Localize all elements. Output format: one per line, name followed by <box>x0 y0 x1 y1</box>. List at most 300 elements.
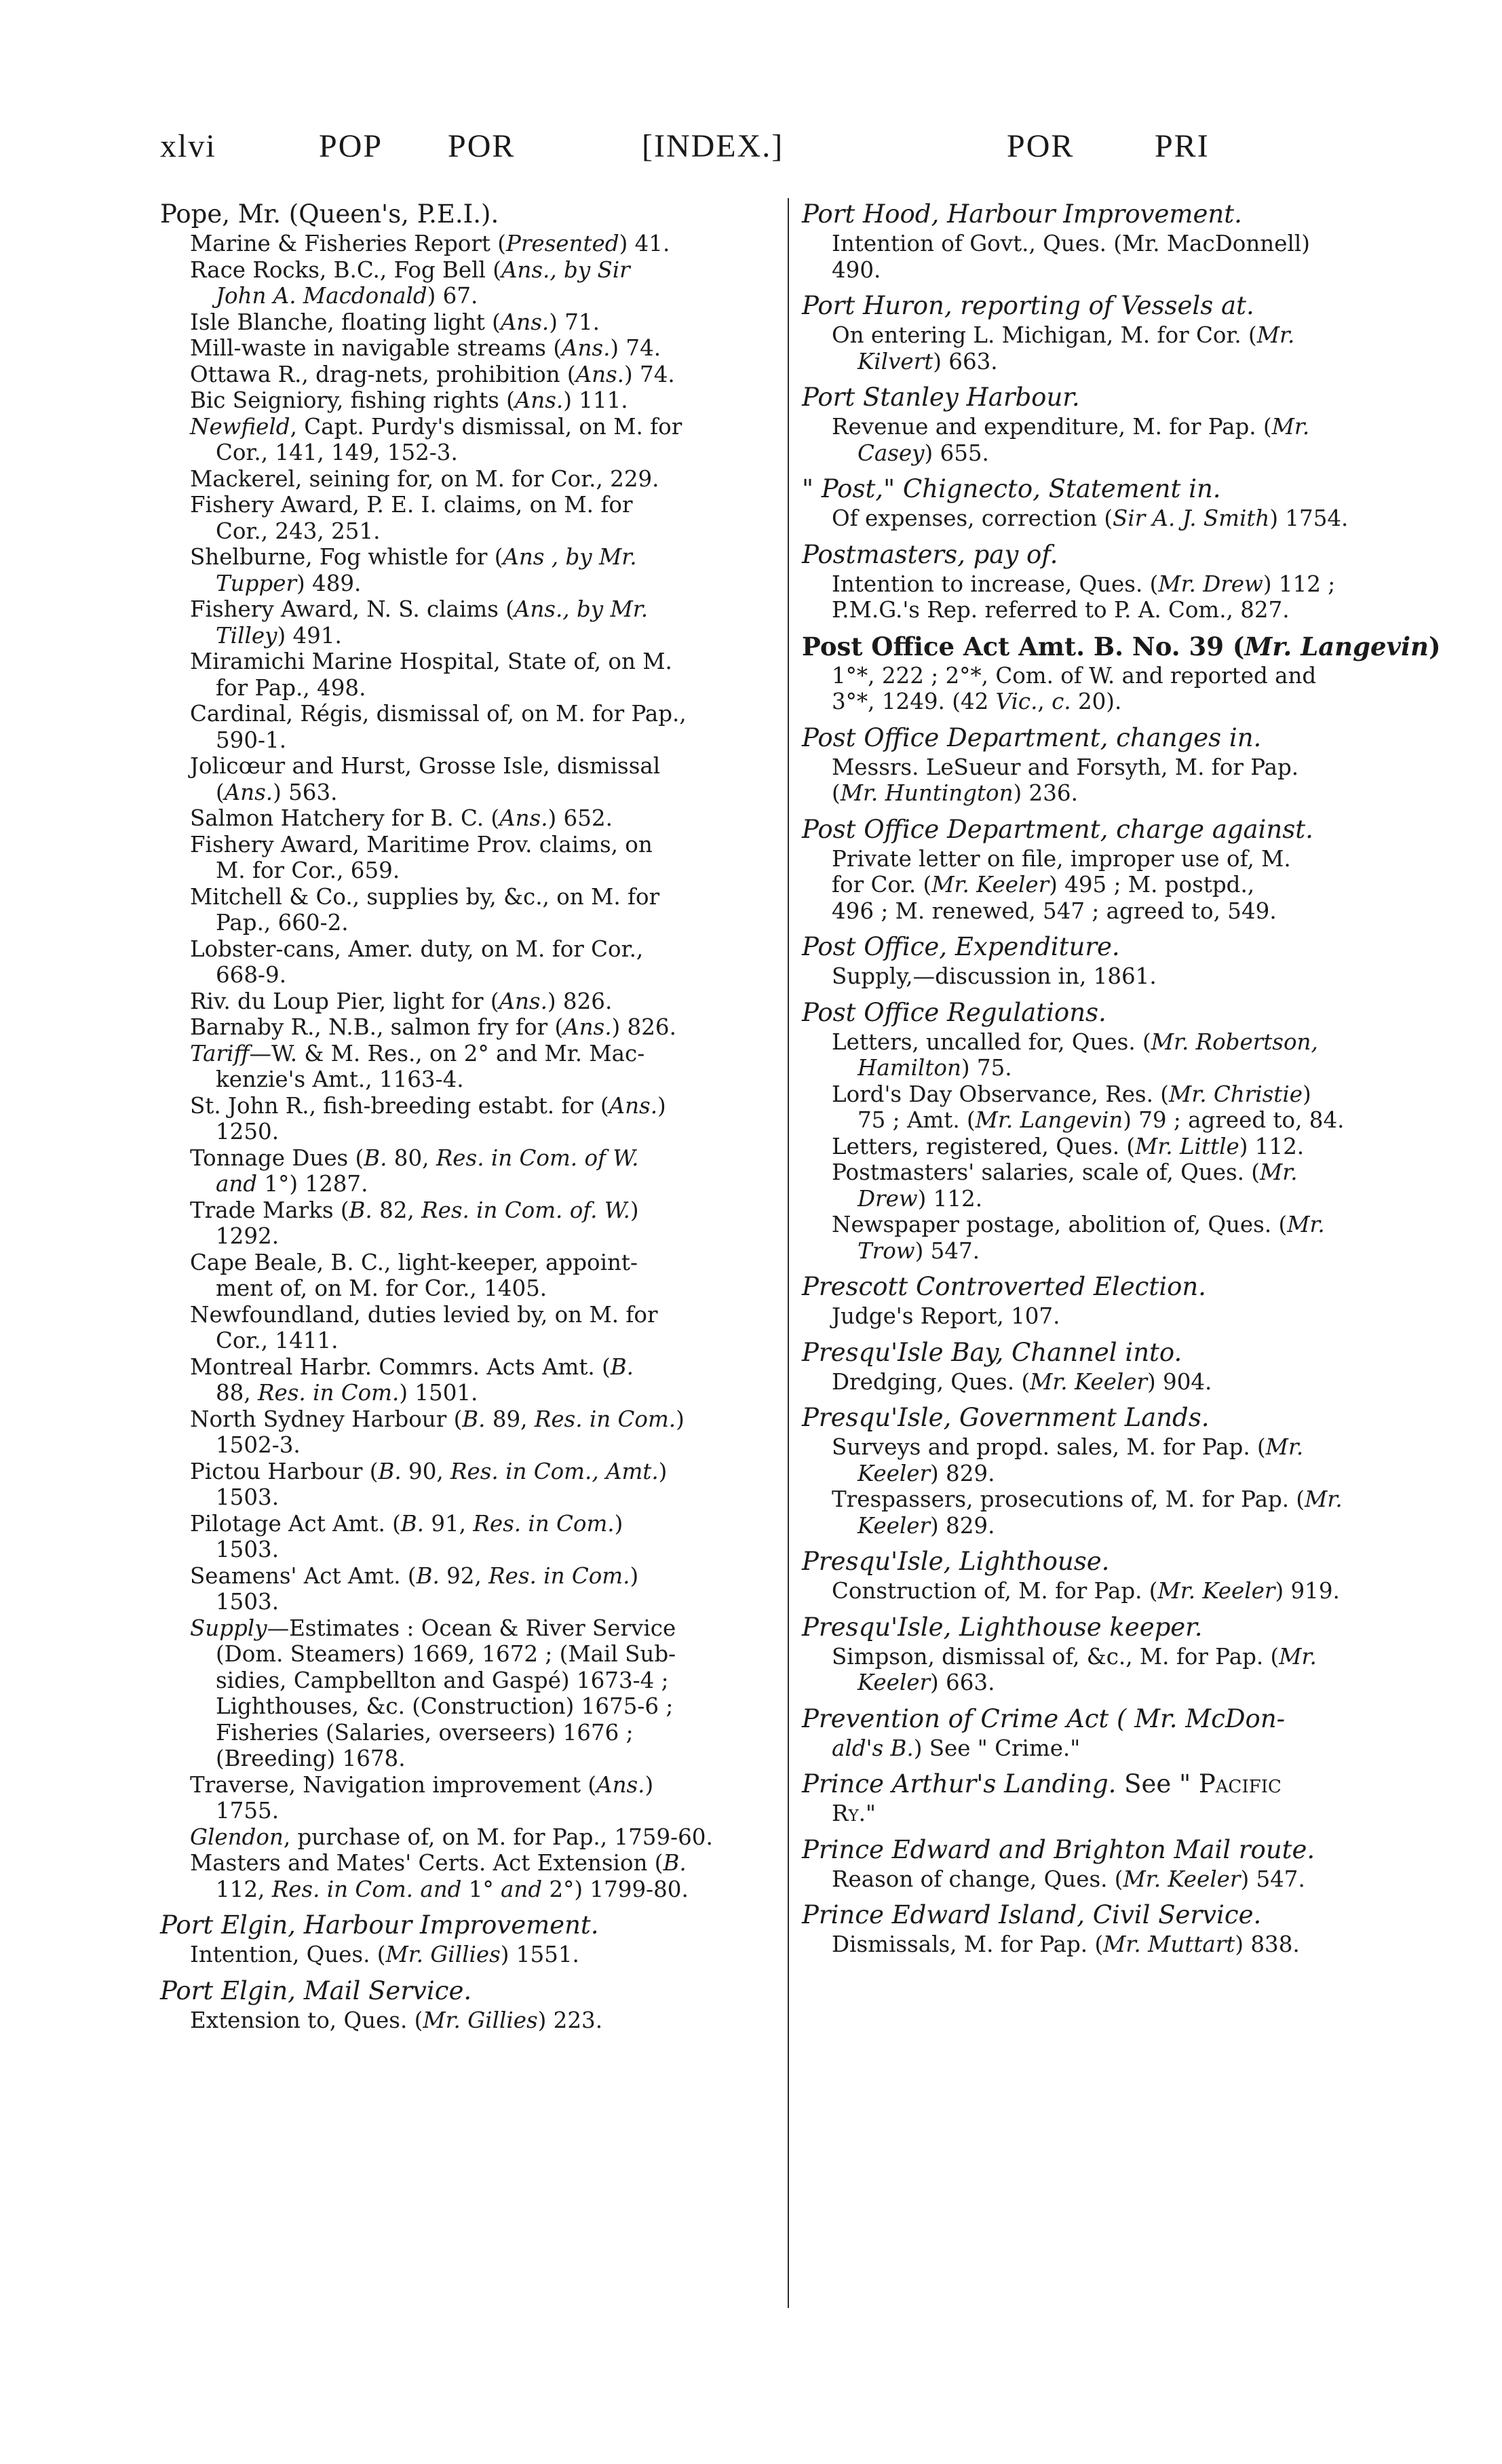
index-entry-line <box>160 1746 777 1772</box>
index-entry-line <box>802 1461 1410 1487</box>
text-run: " <box>866 1801 876 1826</box>
text-run: Isle Blanche, floating light ( <box>190 309 501 335</box>
text-run: 490. <box>832 256 881 283</box>
index-entry-line <box>802 1866 1410 1893</box>
text-run: Pap., 660-2. <box>216 910 349 936</box>
text-run: ) <box>658 1458 668 1484</box>
text-run: 88, <box>216 1380 258 1406</box>
text-run: ment of, on M. for Cor., 1405. <box>216 1275 547 1301</box>
text-run: On entering L. Michigan, M. for Cor. ( <box>832 322 1257 348</box>
text-run: 2°) 1799-80. <box>542 1876 689 1902</box>
header-keyword-4: PRI <box>1155 128 1210 164</box>
index-entry-line <box>802 1081 1410 1108</box>
index-heading <box>802 1611 1410 1644</box>
index-entry-line <box>160 962 777 988</box>
text-run: Post Office Act Amt. B. No. 39 ( <box>802 631 1245 661</box>
text-run: Ans., by Sir <box>501 256 630 283</box>
text-run: Newfield <box>190 413 290 440</box>
text-run: Surveys and propd. sales, M. for Pap. ( <box>832 1434 1266 1460</box>
index-entry-line <box>802 1578 1410 1604</box>
index-entry-line <box>160 1041 777 1067</box>
text-run: 92, <box>439 1562 489 1589</box>
text-run: 1°*, 222 ; 2°*, Com. of W. and reported and <box>832 662 1317 689</box>
text-run: B. <box>416 1562 440 1589</box>
index-heading <box>802 813 1410 846</box>
index-entry-line <box>802 1303 1410 1330</box>
index-entry-line <box>160 1798 777 1824</box>
text-run: Ottawa R., drag-nets, prohibition ( <box>190 361 576 387</box>
text-run: ) 111. <box>563 387 628 413</box>
text-run: Marine & Fisheries Report ( <box>190 231 506 256</box>
text-run: 668-9. <box>216 962 287 988</box>
index-entry-line <box>160 1537 777 1563</box>
index-entry-line <box>160 1824 777 1851</box>
text-run: 1° <box>461 1876 501 1902</box>
index-entry-line <box>802 689 1410 715</box>
text-run: Post Office Regulations. <box>802 997 1106 1027</box>
text-run: , <box>1037 689 1052 714</box>
text-run: Fisheries (Salaries, overseers) 1676 ; <box>216 1719 634 1746</box>
text-run: ) 112 ; <box>1263 571 1336 597</box>
text-run: Private letter on file, improper use of, M. <box>832 845 1291 872</box>
index-entry-line <box>160 1275 777 1302</box>
index-heading <box>802 997 1410 1029</box>
text-run: ) 74. <box>610 335 661 361</box>
text-run: Extension to, Ques. ( <box>190 2007 423 2033</box>
index-entry-line <box>802 663 1410 689</box>
page-header <box>0 128 1502 175</box>
text-run: Post Office, Expenditure. <box>802 932 1120 961</box>
text-run: ) <box>644 1771 654 1798</box>
index-entry-line <box>802 1055 1410 1081</box>
text-run: ) 663. <box>933 348 998 374</box>
text-run: Hamilton <box>858 1055 961 1081</box>
text-run: Mr. Christie <box>1168 1081 1303 1107</box>
text-run: Reason of change, Ques. ( <box>832 1866 1123 1892</box>
text-run: Postmasters' salaries, scale of, Ques. ( <box>832 1159 1260 1185</box>
text-run: Postmasters, pay of. <box>802 539 1058 569</box>
index-entry-line <box>160 1354 777 1381</box>
text-run: Pope, Mr. (Queen's, P.E.I.). <box>160 199 499 229</box>
text-run: Presqu'Isle, Lighthouse. <box>802 1547 1110 1576</box>
text-run: ) 41. <box>619 231 670 256</box>
text-run: Res. in Com. of. W. <box>421 1197 630 1223</box>
index-entry-line <box>802 1670 1410 1696</box>
text-run: Mr. <box>1259 1159 1298 1185</box>
text-run: Mr. Keeler <box>931 872 1050 898</box>
text-run: B. <box>400 1510 424 1537</box>
text-run: ) 71. <box>549 309 600 335</box>
text-run: 1755. <box>216 1798 280 1824</box>
text-run: Newspaper postage, abolition of, Ques. ( <box>832 1212 1288 1237</box>
text-run: Newfoundland, duties levied by, on M. for <box>190 1301 658 1328</box>
text-run: 75 ; Amt. ( <box>858 1107 976 1133</box>
index-entry-line <box>160 1511 777 1537</box>
index-entry-line <box>802 1735 1410 1762</box>
index-entry-line <box>802 1029 1410 1056</box>
index-entry-line <box>802 322 1410 349</box>
text-run: Mr. Gillies <box>385 1942 501 1967</box>
text-run: 1292. <box>216 1223 280 1249</box>
text-run: Mr. <box>1305 1486 1343 1512</box>
text-run: Vic. <box>995 689 1038 714</box>
text-run: Intention to increase, Ques. ( <box>832 571 1159 597</box>
text-run: for Cor. ( <box>832 872 932 898</box>
index-entry-line <box>160 701 777 727</box>
text-run: Mr. Langevin <box>1244 631 1429 661</box>
index-entry-line <box>160 884 777 910</box>
index-entry-line <box>160 1380 777 1406</box>
text-run: Res. in Com., Amt. <box>450 1458 659 1484</box>
text-run: Trade Marks ( <box>190 1197 349 1223</box>
text-run: Letters, registered, Ques. ( <box>832 1133 1136 1159</box>
text-run: Masters and Mates' Certs. Act Extension ( <box>190 1850 663 1876</box>
index-entry-line <box>160 1014 777 1041</box>
text-run: Pilotage Act Amt. ( <box>190 1510 401 1537</box>
text-run: Traverse, Navigation improvement ( <box>190 1771 597 1798</box>
text-run: ) 491. <box>277 622 342 649</box>
index-entry-line <box>802 1238 1410 1265</box>
text-run: c. <box>1052 689 1071 714</box>
index-entry-line <box>160 1693 777 1720</box>
index-heading <box>802 381 1410 414</box>
index-entry-line <box>160 492 777 518</box>
text-run: Prescott Controverted Election. <box>802 1272 1206 1301</box>
index-entry-line <box>160 1223 777 1250</box>
index-entry-line <box>802 257 1410 284</box>
index-entry-line <box>160 1119 777 1145</box>
index-entry-line <box>802 571 1410 598</box>
index-entry-line <box>802 1159 1410 1186</box>
text-run: ) 74. <box>624 361 675 387</box>
text-run: , purchase of, on M. for Pap., 1759-60. <box>283 1824 713 1850</box>
text-run: (Breeding) 1678. <box>216 1746 406 1771</box>
text-run: 112, <box>216 1876 272 1902</box>
header-keyword-1: POP <box>319 128 383 164</box>
text-run: B. <box>610 1353 634 1380</box>
text-run: ) <box>614 1510 623 1537</box>
index-entry-line <box>160 1145 777 1172</box>
text-run: Mr. Huntington <box>840 780 1014 806</box>
text-run: ( <box>216 779 225 805</box>
index-entry-line <box>160 1641 777 1668</box>
index-entry-line <box>160 257 777 284</box>
index-entry-line <box>802 1134 1410 1160</box>
text-run: (Dom. Steamers) 1669, 1672 ; (Mail Sub- <box>216 1641 676 1667</box>
index-entry-line <box>802 1513 1410 1539</box>
text-run: Ans. <box>499 988 547 1014</box>
text-run: and <box>501 1876 543 1902</box>
index-entry-line <box>802 231 1410 257</box>
text-run: Fishery Award, N. S. claims ( <box>190 596 514 622</box>
index-entry-line <box>160 1720 777 1746</box>
index-entry-line <box>160 1942 777 1968</box>
text-run: ) 919. <box>1275 1578 1340 1604</box>
index-entry-line <box>802 597 1410 623</box>
text-run: ) 75. <box>961 1055 1012 1081</box>
text-run: Race Rocks, B.C., Fog Bell ( <box>190 256 501 283</box>
index-entry-line <box>160 466 777 493</box>
header-index-label: [INDEX.] <box>642 128 784 164</box>
index-entry-line <box>160 1302 777 1328</box>
index-entry-line <box>802 1369 1410 1395</box>
text-run: North Sydney Harbour ( <box>190 1406 463 1432</box>
text-run: ) 112. <box>1239 1133 1305 1159</box>
index-entry-line <box>160 571 777 597</box>
text-run: ) 838. <box>1235 1931 1300 1957</box>
text-run: Trow <box>858 1237 915 1264</box>
text-run: ) 223. <box>537 2007 603 2033</box>
text-run: Keeler <box>858 1670 931 1695</box>
text-run: ) 826. <box>611 1014 676 1040</box>
text-run: Letters, uncalled for, Ques. ( <box>832 1028 1151 1055</box>
text-run: Presqu'Isle Bay, Channel into. <box>802 1337 1182 1367</box>
text-run: Intention, Ques. ( <box>190 1942 386 1967</box>
text-run: ) 67. <box>427 283 478 309</box>
text-run: Mitchell & Co., supplies by, &c., on M. for <box>190 883 660 910</box>
index-entry-line <box>160 779 777 806</box>
text-run: Res. in Com. and <box>271 1876 462 1902</box>
text-run: 90, <box>401 1458 451 1484</box>
index-entry-line <box>160 988 777 1015</box>
text-run: Post Office Department, changes in. <box>802 723 1262 752</box>
text-run: Mr. <box>1271 414 1310 440</box>
text-run: Ans. <box>575 361 625 387</box>
text-run: ) 1754. <box>1269 505 1349 531</box>
text-run: 1°) 1287. <box>257 1171 368 1197</box>
text-run: ) 663. <box>930 1670 995 1695</box>
index-entry-line <box>160 1668 777 1694</box>
column-divider <box>788 198 789 2308</box>
text-run: ) <box>1428 631 1441 661</box>
text-run: B. <box>663 1850 687 1876</box>
text-run: Presqu'Isle, Lighthouse keeper. <box>802 1612 1203 1642</box>
index-entry-line <box>802 1212 1410 1238</box>
text-run: Dismissals, M. for Pap. ( <box>832 1931 1104 1957</box>
index-entry-line <box>160 283 777 309</box>
index-heading <box>802 1271 1410 1303</box>
text-run: Presented <box>505 231 619 256</box>
text-run: Drew <box>858 1185 918 1212</box>
text-run: 82, <box>372 1197 422 1223</box>
index-entry-line <box>802 1107 1410 1134</box>
text-run: Mr. Langevin <box>975 1107 1123 1133</box>
text-run: Cor., 1411. <box>216 1328 339 1353</box>
index-entry-line <box>160 440 777 466</box>
text-run: Ans., by Mr. <box>514 596 649 622</box>
index-entry-line <box>160 309 777 336</box>
index-entry-line <box>160 1459 777 1485</box>
text-run: Mr. Drew <box>1158 571 1263 597</box>
text-run: 1503. <box>216 1589 280 1615</box>
text-run: 1502-3. <box>216 1432 301 1458</box>
text-run: Bic Seigniory, fishing rights ( <box>190 387 515 413</box>
index-entry-line <box>802 1186 1410 1212</box>
index-entry-line <box>160 1850 777 1876</box>
text-run: ) 1551. <box>500 1942 579 1967</box>
text-run: Tonnage Dues ( <box>190 1144 364 1171</box>
text-run: Mr. <box>1287 1212 1325 1237</box>
text-run: St. John R., fish-breeding estabt. for ( <box>190 1092 609 1119</box>
index-entry-line <box>802 440 1410 467</box>
index-entry-line <box>160 362 777 388</box>
index-entry-line <box>160 753 777 779</box>
text-run: ) 236. <box>1013 780 1078 806</box>
text-run: Pacific <box>1198 1769 1282 1798</box>
text-run: for Pap., 498. <box>216 674 366 701</box>
text-run: Fishery Award, P. E. I. claims, on M. for <box>190 492 633 518</box>
text-run: Ans. <box>609 1092 658 1119</box>
text-run: B. <box>378 1458 402 1484</box>
text-run: ) <box>676 1406 685 1432</box>
text-run: Mr. Robertson, <box>1151 1028 1318 1055</box>
text-run: Prince Edward and Brighton Mail route. <box>802 1834 1315 1864</box>
text-run: Tupper <box>216 570 296 596</box>
text-run: Ans. <box>596 1771 645 1798</box>
text-run: ) 112. <box>917 1185 983 1212</box>
text-run: Mr. <box>1265 1434 1304 1460</box>
text-run: Miramichi Marine Hospital, State of, on M. <box>190 649 672 674</box>
text-run: 89, <box>485 1406 535 1432</box>
index-entry-line <box>160 1250 777 1276</box>
text-run: Keeler <box>858 1460 931 1486</box>
text-run: ) <box>630 1562 639 1589</box>
index-entry-line <box>160 1197 777 1224</box>
index-entry-line <box>160 1615 777 1642</box>
text-run: Lord's Day Observance, Res. ( <box>832 1081 1169 1107</box>
header-keyword-2: POR <box>448 128 516 164</box>
index-entry-line <box>802 754 1410 781</box>
text-run: Tariff <box>190 1040 250 1066</box>
index-heading <box>160 1909 777 1942</box>
text-run: ) 547. <box>1240 1866 1305 1892</box>
text-run: Prevention of Crime Act ( Mr. McDon- <box>802 1703 1286 1733</box>
index-entry-line <box>802 1434 1410 1461</box>
text-run: ) <box>1302 1081 1311 1107</box>
text-run: Lobster-cans, Amer. duty, on M. for Cor., <box>190 936 644 962</box>
index-entry-line <box>160 544 777 571</box>
text-run: Riv. du Loup Pier, light for ( <box>190 988 499 1014</box>
index-entry-line <box>160 1406 777 1433</box>
text-run: M. for Cor., 659. <box>216 858 400 883</box>
index-entry-line <box>160 1171 777 1197</box>
text-run: Lighthouses, &c. (Construction) 1675-6 ; <box>216 1693 674 1719</box>
text-run: 1503. <box>216 1537 280 1562</box>
text-run: B. <box>364 1144 387 1171</box>
text-run: ) 655. <box>924 440 989 466</box>
text-run: Judge's Report, 107. <box>832 1303 1060 1329</box>
index-entry-line <box>160 414 777 440</box>
text-run: —W. & M. Res., on 2° and Mr. Mac- <box>249 1040 645 1066</box>
text-run: Ans. <box>500 309 550 335</box>
text-run: Cardinal, Régis, dismissal of, on M. for Pap., <box>190 701 687 727</box>
index-heading <box>160 198 777 231</box>
text-run: 3°*, 1249. (42 <box>832 689 996 714</box>
text-run: Ry. <box>832 1801 866 1826</box>
text-run: Res. in Com. of W. <box>436 1144 639 1171</box>
text-run: Keeler <box>858 1512 931 1539</box>
text-run: Ans. <box>224 779 273 805</box>
text-run: Kilvert <box>858 348 933 374</box>
index-entry-line <box>160 2007 777 2034</box>
left-index-column <box>160 198 777 2033</box>
text-run: 590-1. <box>216 727 287 753</box>
text-run: Dredging, Ques. ( <box>832 1368 1031 1395</box>
text-run: sidies, Campbellton and Gaspé) 1673-4 ; <box>216 1667 669 1693</box>
text-run: ) 547. <box>914 1237 980 1264</box>
text-run: Jolicœur and Hurst, Grosse Isle, dismissal <box>190 753 661 779</box>
index-entry-line <box>802 1801 1410 1827</box>
index-entry-line <box>160 1484 777 1511</box>
text-run: Of expenses, correction ( <box>832 505 1113 531</box>
index-entry-line <box>802 780 1410 807</box>
text-run: Res. in Com. <box>473 1510 615 1537</box>
text-run: Construction of, M. for Pap. ( <box>832 1578 1158 1604</box>
text-run: ) <box>657 1092 666 1119</box>
text-run: Intention of Govt., Ques. (Mr. MacDonnell) <box>832 231 1310 256</box>
index-heading <box>802 290 1410 322</box>
text-run: Mr. Muttart <box>1103 1931 1235 1957</box>
text-run: Fishery Award, Maritime Prov. claims, on <box>190 831 653 858</box>
index-heading <box>802 198 1410 231</box>
index-entry-line <box>802 414 1410 440</box>
index-entry-line <box>160 675 777 701</box>
index-entry-line <box>160 231 777 257</box>
text-run: Simpson, dismissal of, &c., M. for Pap. ( <box>832 1643 1279 1670</box>
text-run: ) 829. <box>930 1512 995 1539</box>
text-run: Res. in Com. <box>488 1562 630 1589</box>
text-run: ) 652. <box>547 805 613 831</box>
text-run: Cor., 141, 149, 152-3. <box>216 440 458 465</box>
text-run: ) 79 ; agreed to, 84. <box>1123 1107 1345 1133</box>
text-run: Supply,—discussion in, 1861. <box>832 963 1157 989</box>
text-run: kenzie's Amt., 1163-4. <box>216 1066 464 1092</box>
index-entry-line <box>160 832 777 858</box>
index-entry-line <box>160 1589 777 1615</box>
text-run: Trespassers, prosecutions of, M. for Pap. ( <box>832 1486 1305 1512</box>
text-run: Post," Chignecto, Statement in. <box>821 474 1221 503</box>
index-entry-line <box>160 518 777 545</box>
text-run: Mackerel, seining for, on M. for Cor., 229. <box>190 465 659 492</box>
text-run: ) <box>630 1197 639 1223</box>
index-entry-line <box>160 387 777 414</box>
text-run: Casey <box>858 440 925 466</box>
page-number: xlvi <box>160 128 216 164</box>
index-heading <box>802 539 1410 571</box>
text-run: Messrs. LeSueur and Forsyth, M. for Pap. <box>832 754 1299 780</box>
index-entry-line <box>160 805 777 832</box>
text-run: 496 ; M. renewed, 547 ; agreed to, 549. <box>832 898 1277 924</box>
text-run: Tilley <box>216 622 277 649</box>
text-run: Res. in Com. <box>258 1380 400 1406</box>
index-heading <box>802 931 1410 963</box>
index-heading <box>802 1768 1410 1801</box>
header-keyword-3: POR <box>1007 128 1075 164</box>
index-entry-line <box>802 349 1410 375</box>
text-run: Ans , by Mr. <box>503 544 637 570</box>
index-entry-line <box>160 623 777 649</box>
text-run: Ans. <box>514 387 564 413</box>
index-entry-line <box>802 846 1410 872</box>
text-run: Port Elgin, Mail Service. <box>160 1976 472 2005</box>
text-run: Post Office Department, charge against. <box>802 814 1313 844</box>
index-heading <box>802 722 1410 754</box>
text-run: Prince Edward Island, Civil Service. <box>802 1900 1262 1929</box>
index-heading <box>802 473 1410 505</box>
index-entry-line <box>802 1931 1410 1958</box>
text-run: Salmon Hatchery for B. C. ( <box>190 805 500 831</box>
index-heading <box>160 1975 777 2007</box>
